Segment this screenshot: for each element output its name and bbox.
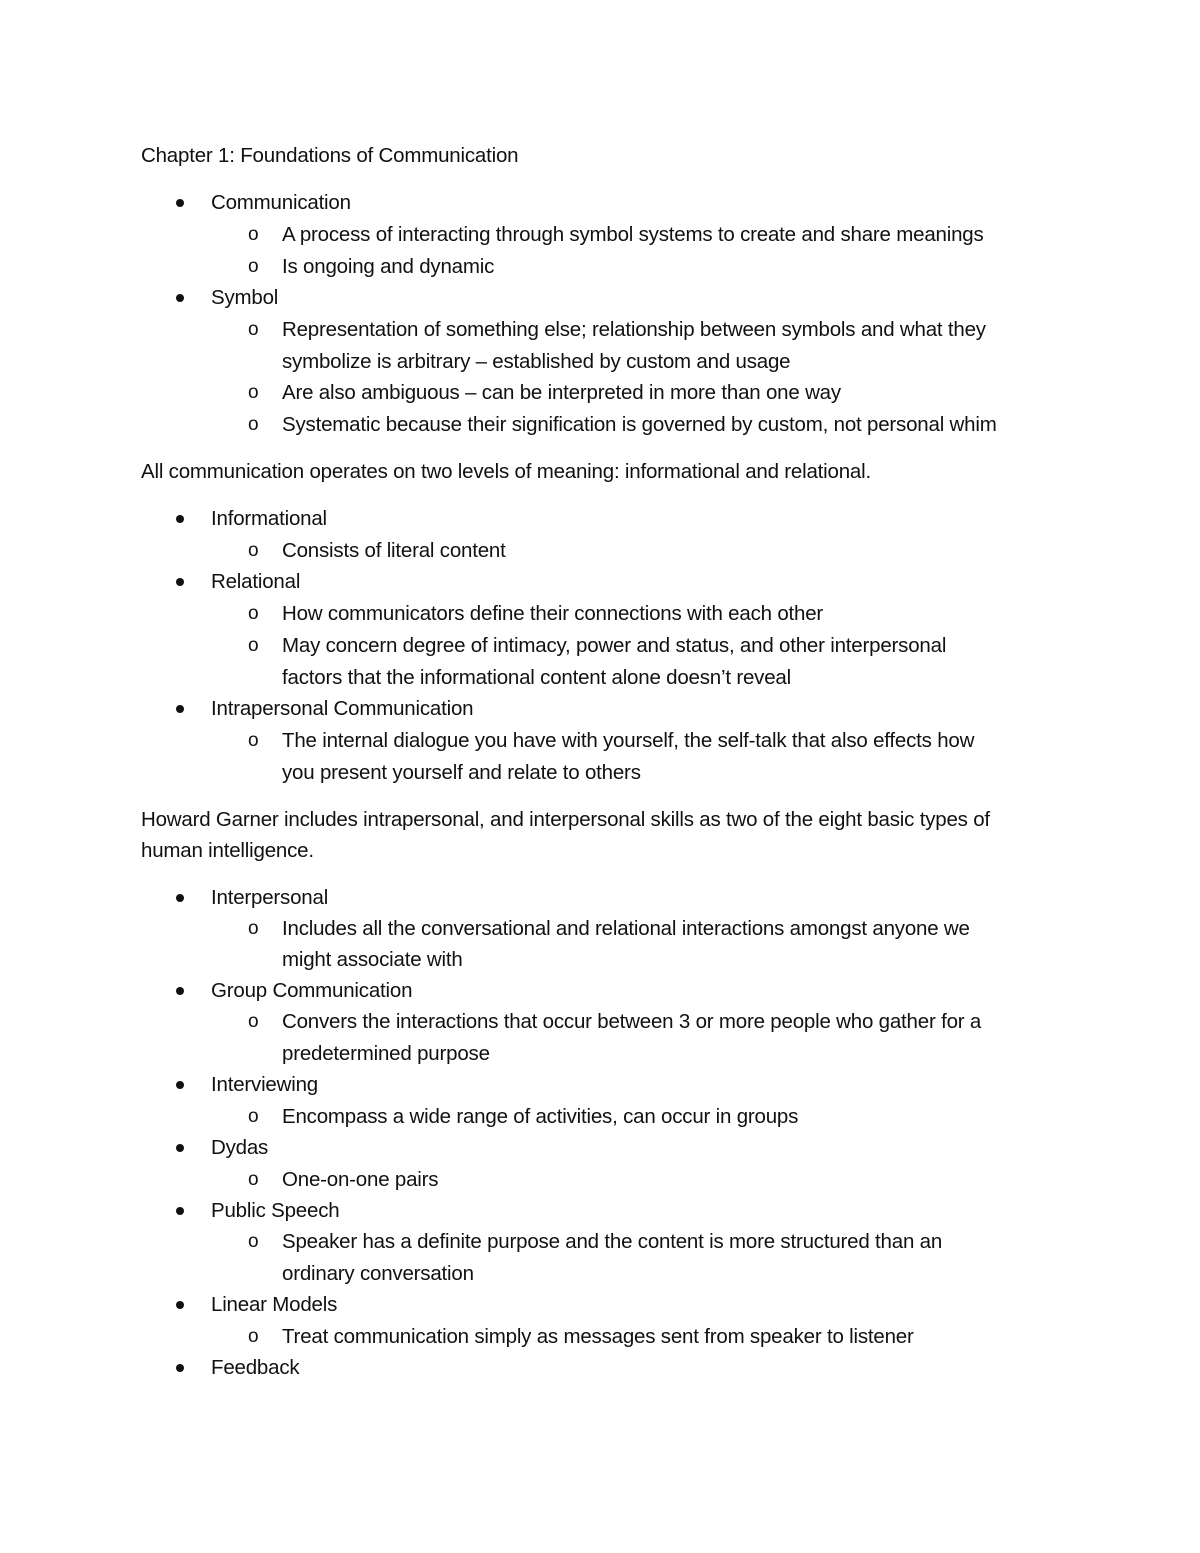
linear-models-definition: Treat communication simply as messages sent from speaker to listener: [282, 1325, 914, 1348]
term-dydas: Dydas: [211, 1136, 269, 1159]
bullet-dot: [176, 705, 184, 713]
paragraph-levels-of-meaning: All communication operates on two levels of meaning: informational and relational.: [141, 460, 871, 483]
relational-definition: How communicators define their connections with each other: [282, 602, 824, 625]
paragraph-garner-line1: Howard Garner includes intrapersonal, and interpersonal skills as two of the eight basic types of: [141, 808, 990, 831]
term-interpersonal: Interpersonal: [211, 886, 329, 909]
sub-bullet-marker: o: [248, 730, 259, 751]
sub-bullet-marker: o: [248, 224, 259, 245]
symbol-systematic: Systematic because their signification is governed by custom, not personal whim: [282, 413, 997, 436]
informational-definition: Consists of literal content: [282, 539, 506, 562]
symbol-definition-line2: symbolize is arbitrary – established by custom and usage: [282, 350, 791, 373]
relational-concern-line2: factors that the informational content alone doesn’t reveal: [282, 666, 791, 689]
bullet-dot: [176, 1081, 184, 1089]
public-speech-definition-line1: Speaker has a definite purpose and the content is more structured than an: [282, 1230, 943, 1253]
sub-bullet-marker: o: [248, 635, 259, 656]
term-symbol: Symbol: [211, 286, 279, 309]
bullet-dot: [176, 1364, 184, 1372]
paragraph-garner-line2: human intelligence.: [141, 839, 314, 862]
bullet-dot: [176, 1301, 184, 1309]
group-definition-line2: predetermined purpose: [282, 1042, 490, 1065]
interviewing-definition: Encompass a wide range of activities, can occur in groups: [282, 1105, 799, 1128]
symbol-definition-line1: Representation of something else; relationship between symbols and what they: [282, 318, 986, 341]
sub-bullet-marker: o: [248, 319, 259, 340]
term-linear-models: Linear Models: [211, 1293, 338, 1316]
term-informational: Informational: [211, 507, 327, 530]
group-definition-line1: Convers the interactions that occur between 3 or more people who gather for a: [282, 1010, 982, 1033]
sub-bullet-marker: o: [248, 603, 259, 624]
sub-bullet-marker: o: [248, 1231, 259, 1252]
sub-bullet-marker: o: [248, 918, 259, 939]
term-communication: Communication: [211, 191, 351, 214]
term-feedback: Feedback: [211, 1356, 300, 1379]
bullet-dot: [176, 987, 184, 995]
communication-definition: A process of interacting through symbol systems to create and share meanings: [282, 223, 984, 246]
sub-bullet-marker: o: [248, 540, 259, 561]
public-speech-definition-line2: ordinary conversation: [282, 1262, 474, 1285]
sub-bullet-marker: o: [248, 1326, 259, 1347]
intrapersonal-definition-line1: The internal dialogue you have with yourself, the self-talk that also effects how: [282, 729, 975, 752]
bullet-dot: [176, 1144, 184, 1152]
sub-bullet-marker: o: [248, 256, 259, 277]
bullet-dot: [176, 894, 184, 902]
sub-bullet-marker: o: [248, 414, 259, 435]
sub-bullet-marker: o: [248, 1106, 259, 1127]
term-relational: Relational: [211, 570, 301, 593]
sub-bullet-marker: o: [248, 382, 259, 403]
sub-bullet-marker: o: [248, 1169, 259, 1190]
bullet-dot: [176, 578, 184, 586]
relational-concern-line1: May concern degree of intimacy, power and status, and other interpersonal: [282, 634, 947, 657]
bullet-dot: [176, 515, 184, 523]
chapter-title: Chapter 1: Foundations of Communication: [141, 144, 519, 167]
term-public-speech: Public Speech: [211, 1199, 340, 1222]
interpersonal-definition-line1: Includes all the conversational and relational interactions amongst anyone we: [282, 917, 970, 940]
bullet-dot: [176, 294, 184, 302]
symbol-ambiguous: Are also ambiguous – can be interpreted in more than one way: [282, 381, 841, 404]
dydas-definition: One-on-one pairs: [282, 1168, 439, 1191]
interpersonal-definition-line2: might associate with: [282, 948, 463, 971]
bullet-dot: [176, 1207, 184, 1215]
bullet-dot: [176, 199, 184, 207]
term-interviewing: Interviewing: [211, 1073, 318, 1096]
intrapersonal-definition-line2: you present yourself and relate to others: [282, 761, 641, 784]
sub-bullet-marker: o: [248, 1011, 259, 1032]
term-intrapersonal: Intrapersonal Communication: [211, 697, 474, 720]
communication-ongoing: Is ongoing and dynamic: [282, 255, 495, 278]
term-group-communication: Group Communication: [211, 979, 413, 1002]
